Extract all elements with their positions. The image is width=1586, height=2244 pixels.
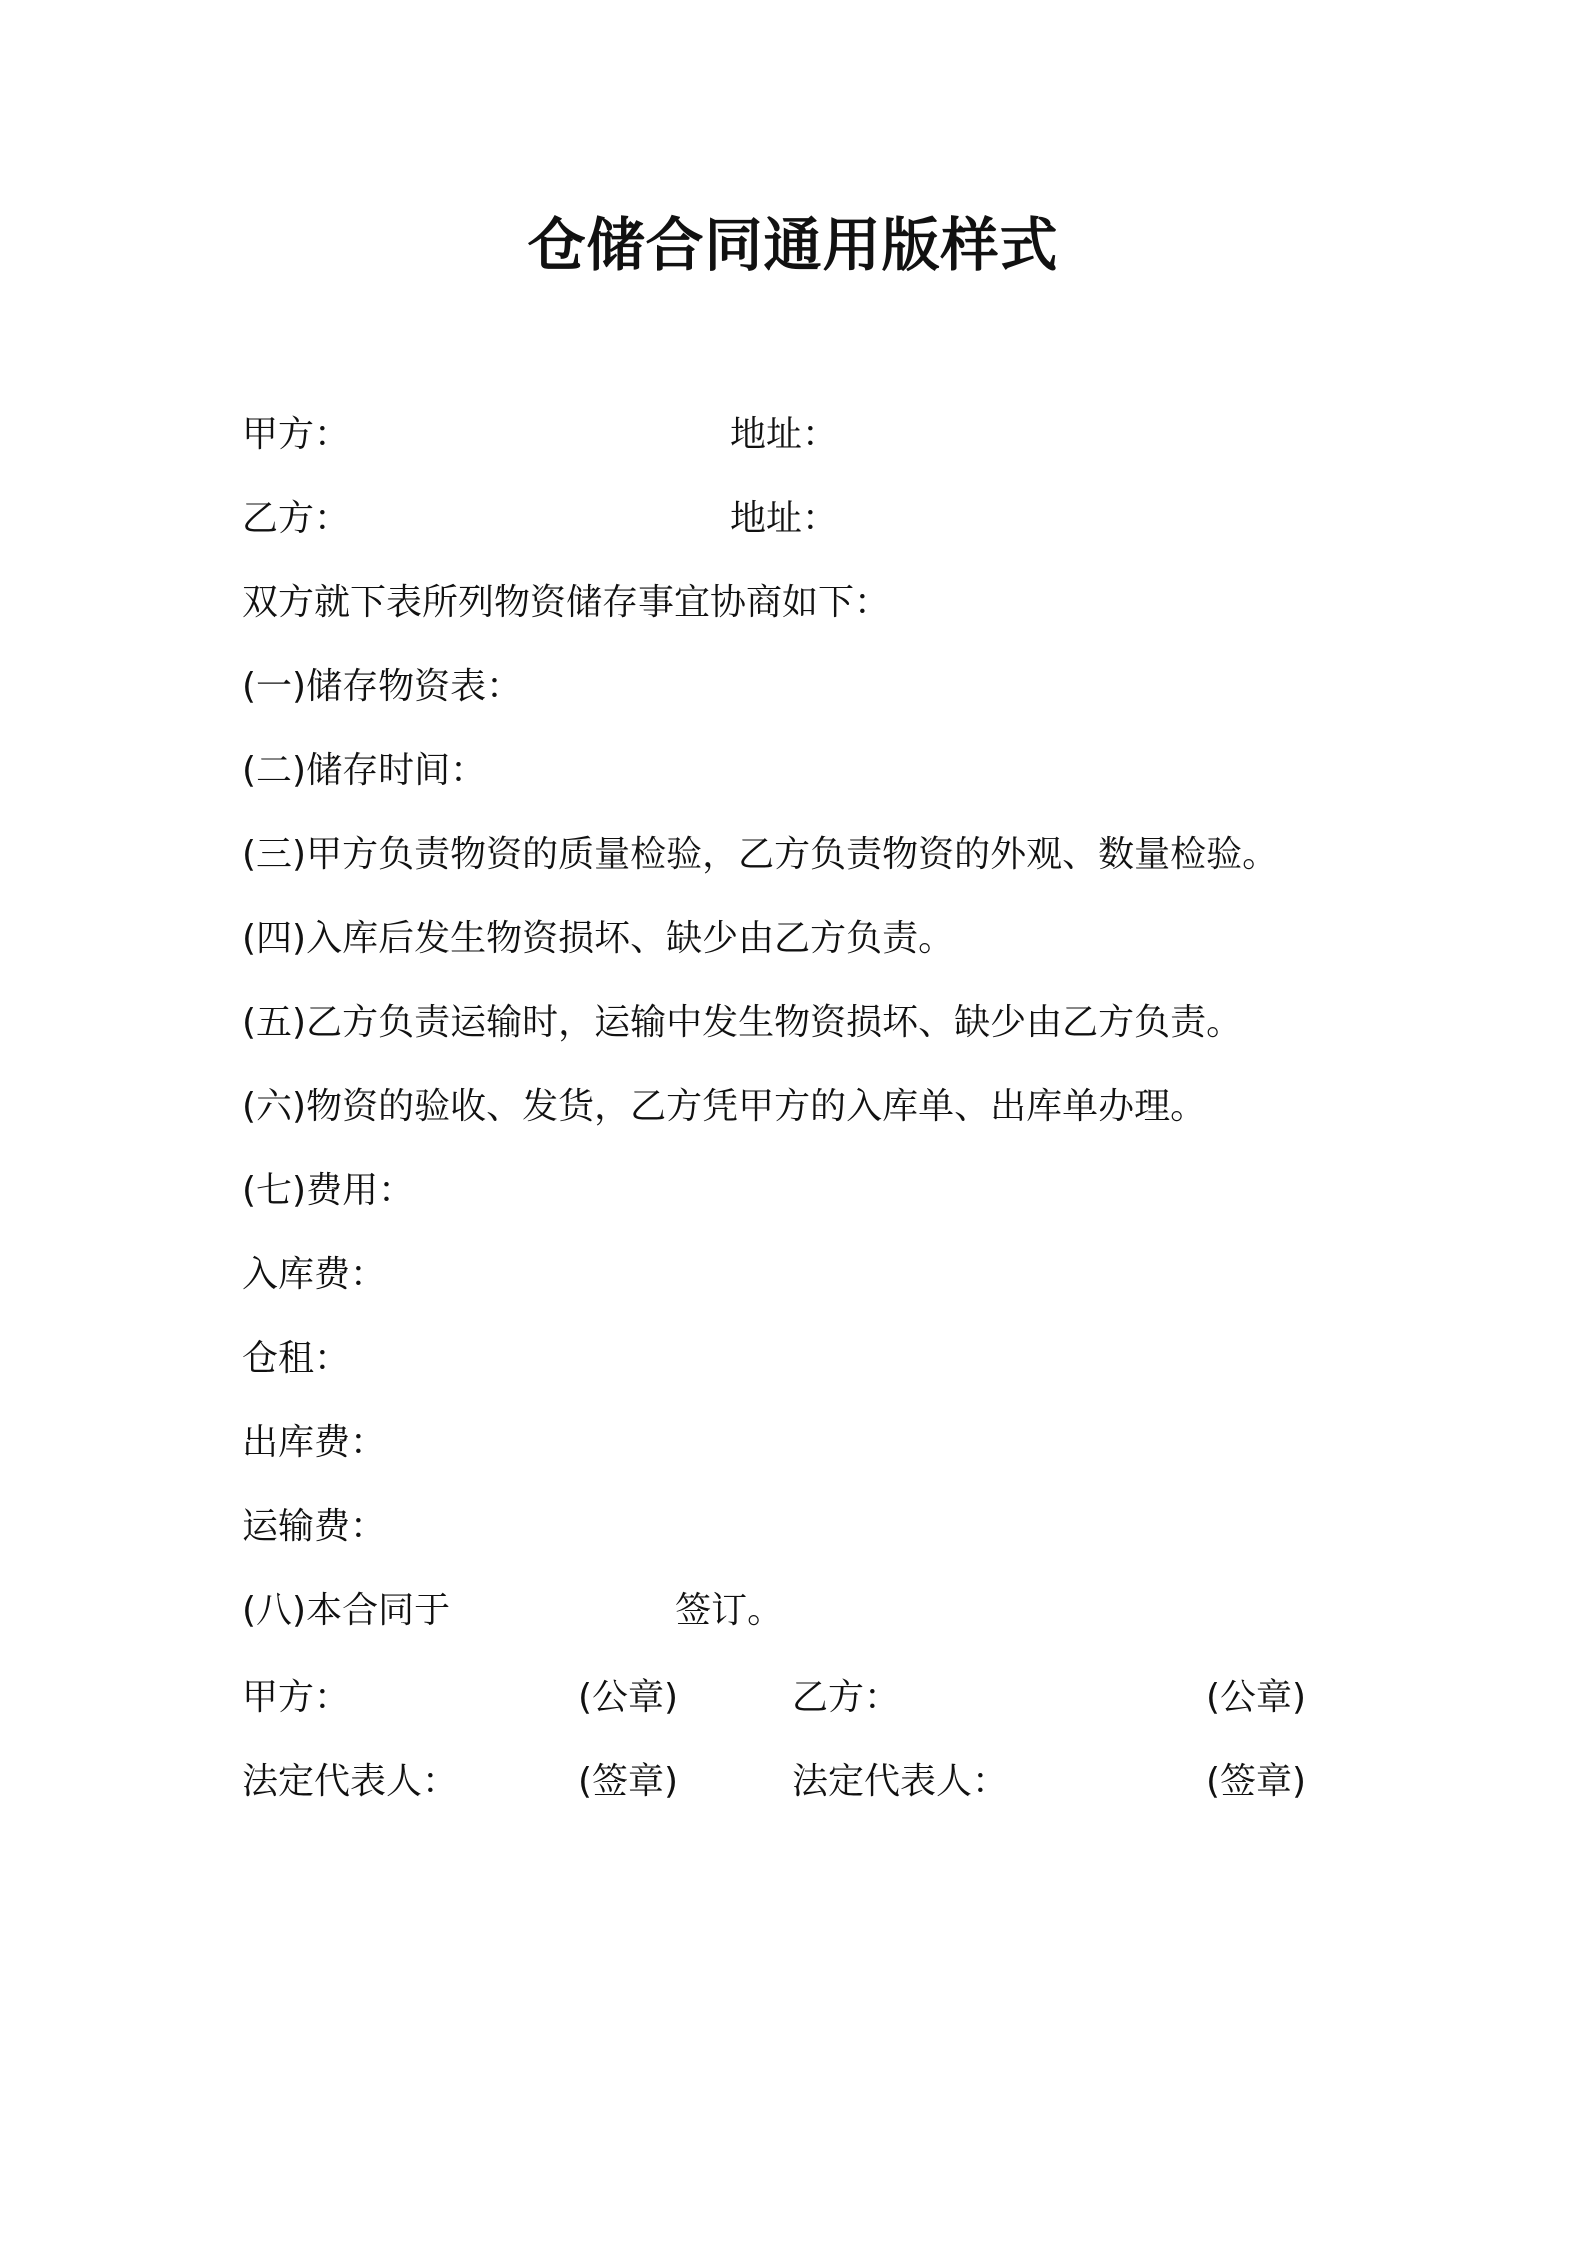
party-b-label: 乙方： — [242, 498, 351, 539]
signature-rep-b-label: 法定代表人： — [792, 1761, 1009, 1802]
clause-6: (六)物资的验收、发货，乙方凭甲方的入库单、出库单办理。 — [242, 1086, 1207, 1127]
clause-1: (一)储存物资表： — [242, 666, 523, 707]
fee-storage-rent: 仓租： — [242, 1338, 351, 1379]
signature-rep-a-seal: (签章) — [578, 1761, 679, 1802]
clause-8-suffix: 签订。 — [675, 1590, 784, 1631]
clause-2: (二)储存时间： — [242, 750, 487, 791]
signature-rep-a-label: 法定代表人： — [242, 1761, 459, 1802]
clause-4: (四)入库后发生物资损坏、缺少由乙方负责。 — [242, 918, 955, 959]
party-a-label: 甲方： — [242, 414, 351, 455]
clause-8 — [242, 1586, 783, 1636]
document-title: 仓储合同通用版样式 — [527, 211, 1059, 279]
signature-party-b-label: 乙方： — [792, 1677, 901, 1718]
party-a-address-label: 地址： — [730, 414, 839, 455]
clause-5: (五)乙方负责运输时，运输中发生物资损坏、缺少由乙方负责。 — [242, 1002, 1243, 1043]
fee-warehousing-out: 出库费： — [242, 1422, 387, 1463]
signature-party-a-label: 甲方： — [242, 1677, 351, 1718]
clause-8-prefix: (八)本合同于 — [242, 1590, 451, 1631]
signature-party-a-seal: (公章) — [578, 1677, 679, 1718]
signature-rep-b-seal: (签章) — [1206, 1761, 1307, 1802]
clause-7: (七)费用： — [242, 1170, 415, 1211]
clause-3: (三)甲方负责物资的质量检验，乙方负责物资的外观、数量检验。 — [242, 834, 1279, 875]
fee-transport: 运输费： — [242, 1506, 387, 1547]
fee-warehousing-in: 入库费： — [242, 1254, 387, 1295]
party-b-address-label: 地址： — [730, 498, 839, 539]
signature-party-b-seal: (公章) — [1206, 1677, 1307, 1718]
intro-text: 双方就下表所列物资储存事宜协商如下： — [242, 582, 891, 623]
